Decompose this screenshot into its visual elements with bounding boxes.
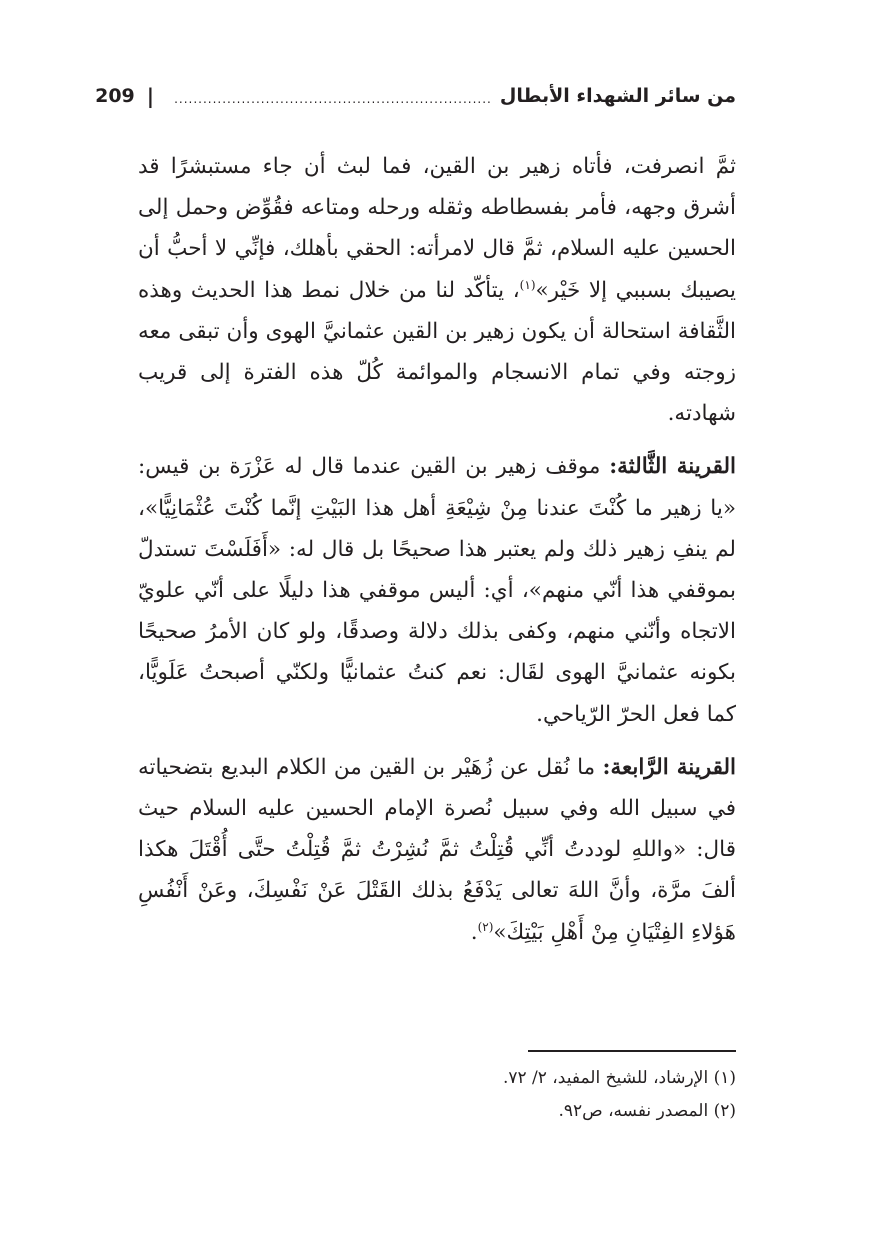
paragraph-3-heading: القرينة الرَّابعة: bbox=[602, 754, 736, 780]
leader-dots: .................................................................. bbox=[174, 92, 492, 106]
body-text bbox=[138, 146, 736, 953]
paragraph-3 bbox=[138, 747, 736, 953]
paragraph-1-text-cont: ، يتأكّد لنا من خلال نمط هذا الحديث وهذه الثَّقافة استحالة أن يكون زهير بن القين عثمانيَّ الهوى وأن تبقى معه زوجته وفي تمام الانسجام والموائمة كُلّ هذه الفترة إلى قريب شهادته. bbox=[138, 277, 736, 427]
paragraph-2-text: موقف زهير بن القين عندما قال له عَزْرَة بن قيس: «يا زهير ما كُنْتَ عندنا مِنْ شِيْعَةِ أهل هذا البَيْتِ إنَّما كُنْتَ عُثْمَانِيًّا»، لم ينفِ زهير ذلك ولم يعتبر هذا صحيحًا بل قال له: «أَفَلَسْتَ تستدلّ بموقفي هذا أنّي منهم»، أي: أليس موقفي هذا دليلًا على أنّي علويّ الاتجاه وأنّني منهم، وكفى بذلك دلالة وصدقًا، ولو كان الأمرُ صحيحًا بكونه عثمانيَّ الهوى لقَال: نعم كنتُ عثمانيًّا ولكنّي أصبحتُ عَلَويًّا، كما فعل الحرّ الرّياحي. bbox=[138, 454, 736, 727]
footnotes bbox=[138, 1062, 736, 1128]
paragraph-3-text: ما نُقل عن زُهَيْر بن القين من الكلام البديع بتضحياته في سبيل الله وفي سبيل نُصرة الإمام الحسين عليه السلام حيث قال: «واللهِ لوددتُ أنِّي قُتِلْتُ ثمَّ نُشِرْتُ ثمَّ قُتِلْتُ حتَّى أُقْتَلَ هكذا ألفَ مرَّة، وأنَّ اللهَ تعالى يَدْفَعُ بذلك القَتْلَ عَنْ نَفْسِكَ، وعَنْ أَنْفُسِ هَؤلاءِ الفِتْيَانِ مِنْ أَهْلِ بَيْتِكَ» bbox=[138, 754, 736, 945]
footnote-rule bbox=[528, 1050, 736, 1052]
header-separator: | bbox=[146, 84, 155, 108]
paragraph-3-text-cont: . bbox=[470, 919, 478, 945]
footnote-ref-1: (١) bbox=[519, 277, 536, 292]
page-number: 209 bbox=[95, 85, 135, 107]
running-header bbox=[95, 78, 736, 114]
paragraph-1 bbox=[138, 146, 736, 434]
paragraph-2-heading: القرينة الثَّالثة: bbox=[609, 454, 737, 480]
paragraph-2 bbox=[138, 446, 736, 734]
paragraph-1-text: ثمَّ انصرفت، فأتاه زهير بن القين، فما لبث أن جاء مستبشرًا قد أشرق وجهه، فأمر بفسطاطه وثقله ورحله ومتاعه فقُوِّض وحمل إلى الحسين عليه السلام، ثمَّ قال لامرأته: الحقي بأهلك، فإنِّي لا أحبُّ أن يصيبك بسببي إلا خَيْر» bbox=[138, 154, 736, 303]
footnote-ref-2: (٢) bbox=[477, 919, 494, 934]
footnote-2: (٢) المصدر نفسه، ص٩٢. bbox=[558, 1101, 736, 1121]
running-title: من سائر الشهداء الأبطال bbox=[499, 85, 736, 107]
footnote-1: (١) الإرشاد، للشيخ المفيد، ٢/ ٧٢. bbox=[502, 1068, 736, 1088]
